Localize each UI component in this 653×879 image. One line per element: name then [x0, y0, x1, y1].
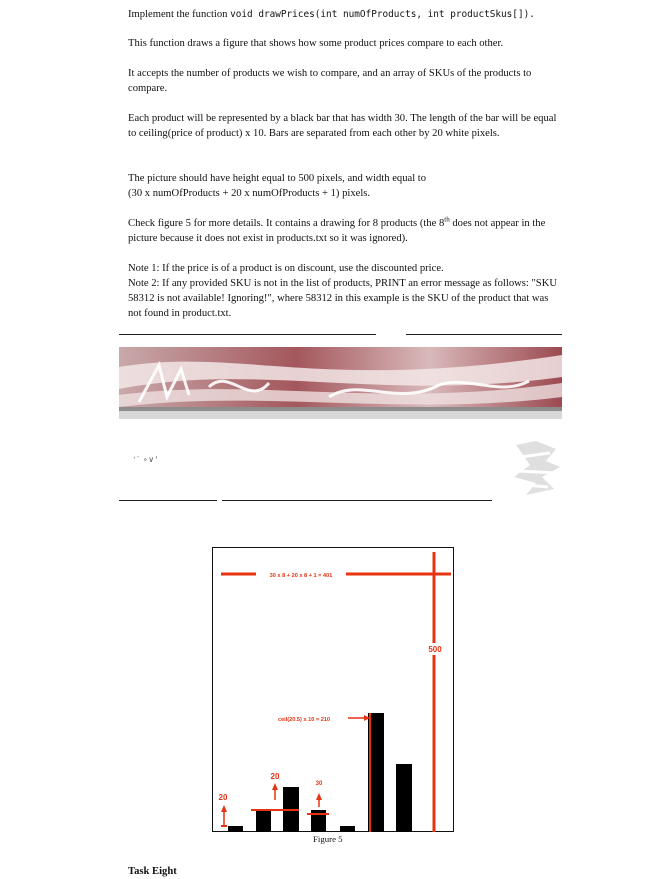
figure-ref-sup: th	[444, 215, 450, 224]
paragraph-arguments: It accepts the number of products we wish to compare, and an array of SKUs of the products to compare.	[128, 68, 532, 94]
paragraph-figure-ref	[128, 216, 558, 246]
height-label: 500	[428, 645, 442, 654]
divider-left	[119, 334, 376, 335]
intro-line	[128, 7, 558, 22]
gap-b-label: 20	[270, 772, 280, 781]
corner-smudge	[506, 437, 564, 501]
bar-7	[396, 764, 412, 832]
size-line-1: The picture should have height equal to 500 pixels, and width equal to	[128, 173, 427, 184]
gap-a-arrow-head	[221, 805, 227, 812]
figure-5	[212, 547, 454, 832]
ceil-label: ceil(20.5) x 10 = 210	[277, 717, 331, 723]
size-line-2: (30 x numOfProducts + 20 x numOfProducts + 1) pixels.	[128, 188, 371, 199]
figure-ref-pre: Check figure 5 for more details. It contains a drawing for 8 products (the 8	[128, 218, 445, 229]
divider-lower-left	[119, 500, 217, 501]
intro-prefix: Implement the function	[128, 9, 231, 20]
divider-right	[406, 334, 562, 335]
banner-graphic	[119, 347, 562, 419]
banner-smudge-text: ʻ´ ∘∨ʼ	[133, 455, 159, 464]
paragraph-purpose: This function draws a figure that shows how some product prices compare to each other.	[128, 38, 504, 49]
bar-2	[256, 810, 271, 832]
figure-ref-post: does not appear in the picture because it does not exist in products.txt so it was ignored).	[128, 218, 546, 244]
figure-annotations	[218, 552, 451, 832]
note-1: Note 1: If the price is of a product is on discount, use the discounted price.	[128, 263, 444, 274]
gap-c-label: 30	[315, 781, 323, 787]
gap-b-arrow-head	[272, 783, 278, 790]
paragraph-size	[128, 171, 558, 201]
figure-caption: Figure 5	[313, 834, 343, 844]
task-heading: Task Eight	[128, 866, 177, 877]
paragraph-bars: Each product will be represented by a black bar that has width 30. The length of the bar will be equal to ceiling(price of product) x 10. Bars are separated from each other by 20 white pixels.	[128, 113, 557, 139]
signature-banner	[119, 347, 562, 419]
function-signature: void drawPrices(int numOfProducts, int productSkus[]).	[230, 9, 535, 20]
gap-a-label: 20	[218, 793, 228, 802]
divider-lower-right	[222, 500, 492, 501]
bar-1	[228, 826, 243, 832]
note-2: Note 2: If any provided SKU is not in the list of products, PRINT an error message as follows: "SKU 58312 is not available! Ignoring!", where 58312 in this example is the SKU of the product that was not found in product.txt.	[128, 278, 558, 319]
width-label: 30 x 8 + 20 x 8 + 1 = 401	[269, 573, 333, 579]
figure-drawing	[213, 548, 455, 833]
gap-c-arrow-head	[316, 793, 322, 800]
